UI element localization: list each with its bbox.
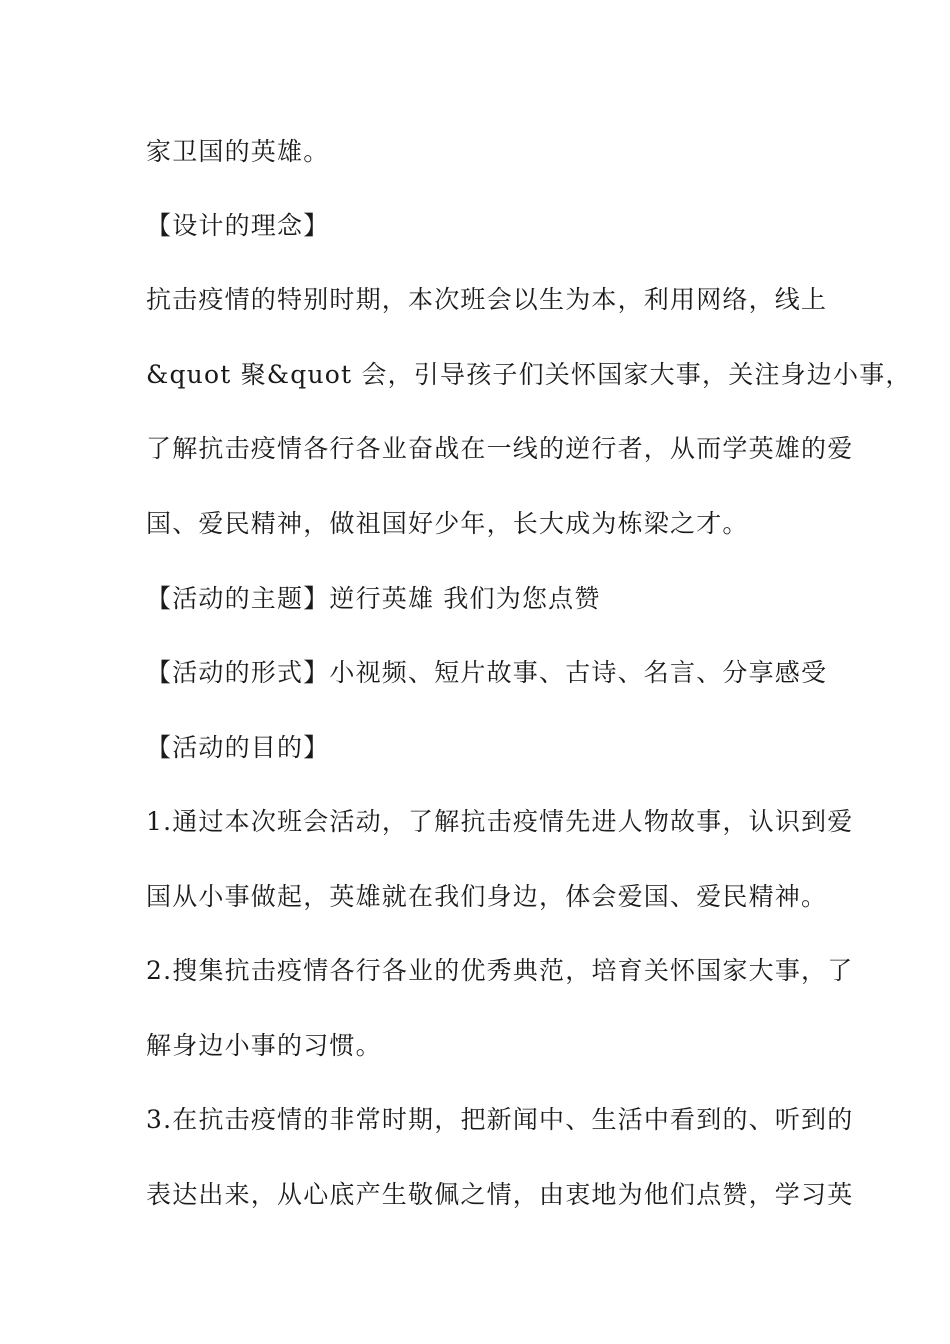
text-line: 了解抗击疫情各行各业奋战在一线的逆行者，从而学英雄的爱 (146, 434, 854, 463)
section-heading-activity-form: 【活动的形式】小视频、短片故事、古诗、名言、分享感受 (146, 658, 828, 687)
text-line: 2.搜集抗击疫情各行各业的优秀典范，培育关怀国家大事，了 (146, 956, 854, 985)
text-line: 1.通过本次班会活动，了解抗击疫情先进人物故事，认识到爱 (146, 807, 854, 836)
text-line: &quot 聚&quot 会，引导孩子们关怀国家大事，关注身边小事， (146, 360, 912, 389)
text-line: 表达出来，从心底产生敬佩之情，由衷地为他们点赞，学习英 (146, 1180, 854, 1209)
section-heading-design-concept: 【设计的理念】 (146, 211, 330, 240)
section-heading-activity-theme: 【活动的主题】逆行英雄 我们为您点赞 (146, 584, 601, 613)
text-line: 抗击疫情的特别时期，本次班会以生为本，利用网络，线上 (146, 285, 828, 314)
section-heading-activity-goal: 【活动的目的】 (146, 733, 330, 762)
text-line: 解身边小事的习惯。 (146, 1031, 382, 1060)
text-line: 国、爱民精神，做祖国好少年，长大成为栋梁之才。 (146, 509, 749, 538)
text-line: 家卫国的英雄。 (146, 137, 330, 166)
text-line: 3.在抗击疫情的非常时期，把新闻中、生活中看到的、听到的 (146, 1105, 854, 1134)
text-line: 国从小事做起，英雄就在我们身边，体会爱国、爱民精神。 (146, 882, 828, 911)
